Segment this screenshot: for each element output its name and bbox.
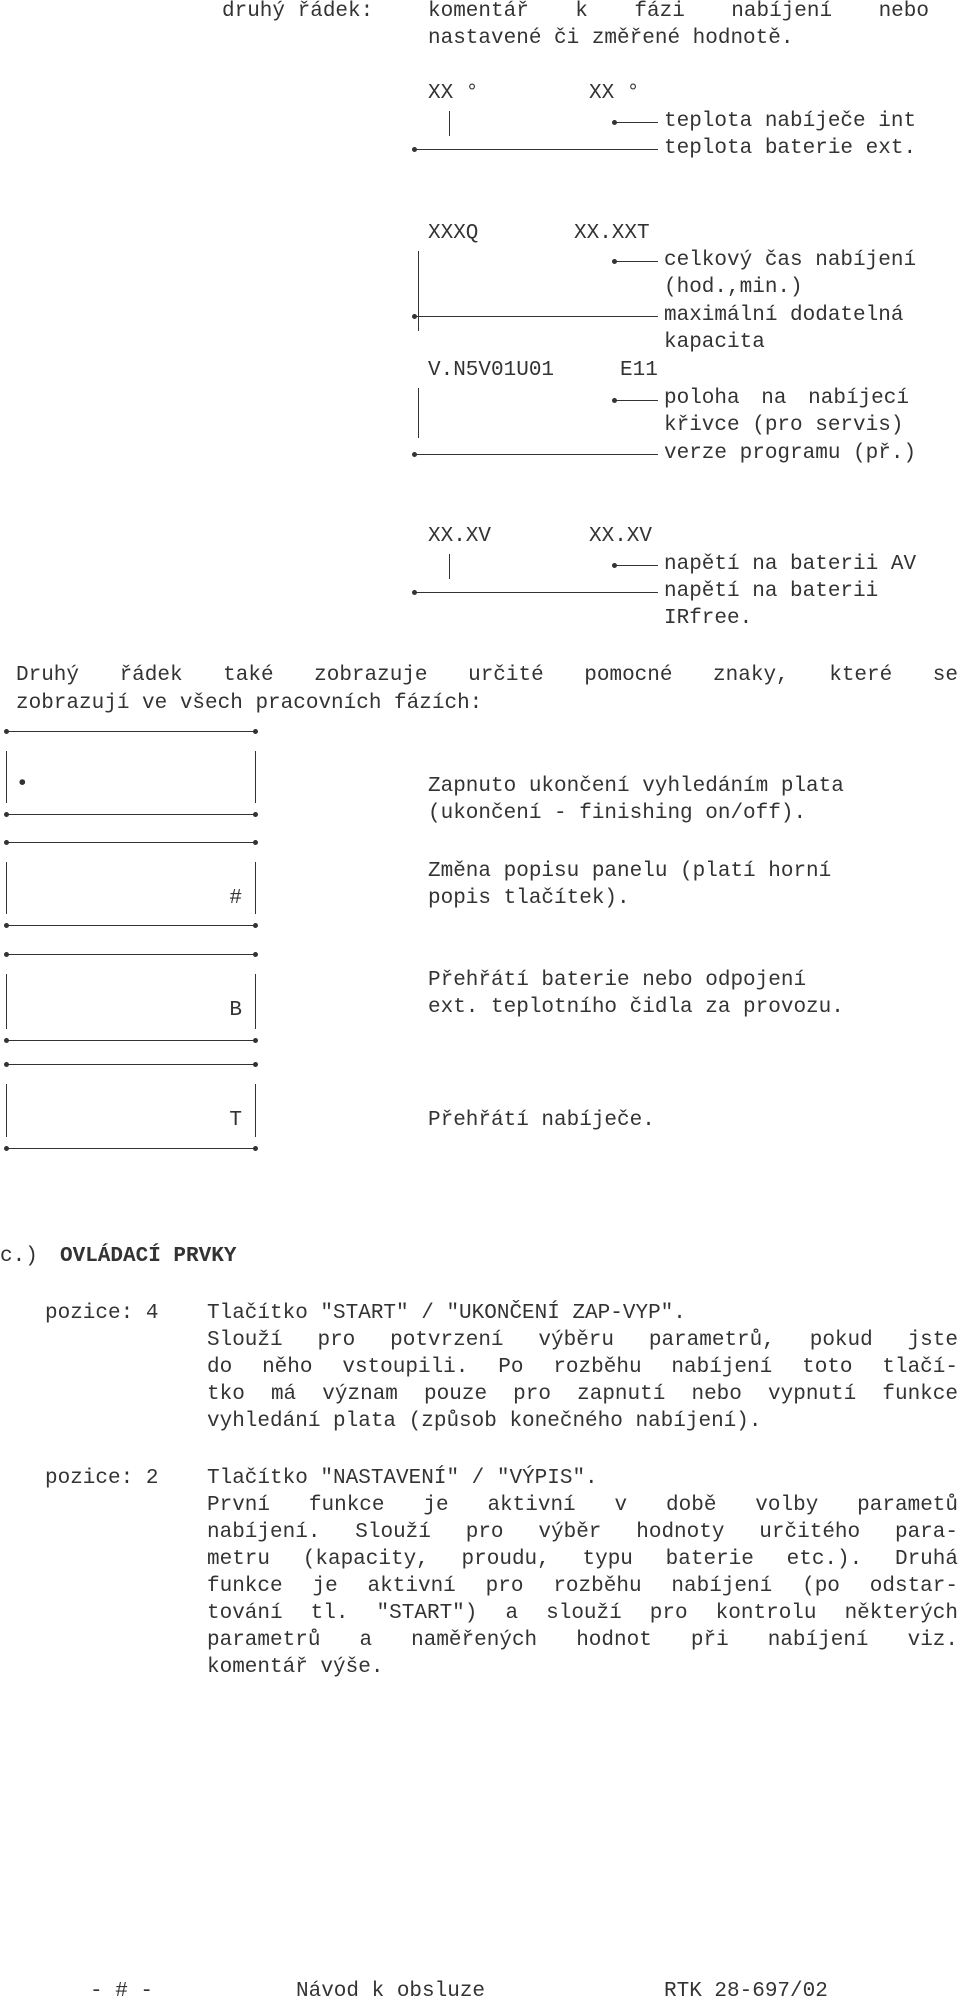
max-capacity-label: maximální dodatelná (664, 304, 904, 327)
position-2-line-2: První funkce je aktivní v době volby parametů (207, 1494, 958, 1517)
symbol-box-finishing (6, 731, 256, 815)
finishing-desc-2: (ukončení - finishing on/off). (428, 802, 807, 825)
temp-battery-label: teplota baterie ext. (664, 137, 917, 160)
comment-line-1: komentář k fázi nabíjení nebo (428, 0, 929, 23)
aux-intro-line-2: zobrazují ve všech pracovních fázích: (16, 692, 483, 715)
curve-position-label-2: křivce (pro servis) (664, 414, 904, 437)
max-capacity-label-2: kapacita (664, 331, 765, 354)
connector-line (416, 454, 658, 455)
symbol-finishing: • (16, 773, 29, 796)
temp-left-code: XX ° (428, 82, 479, 105)
temp-charger-label: teplota nabíječe int (664, 110, 917, 133)
symbol-hash: # (229, 887, 242, 910)
symbol-t: T (229, 1109, 242, 1132)
symbol-box-b (6, 954, 256, 1041)
charger-overheat-desc: Přehřátí nabíječe. (428, 1109, 655, 1132)
hash-desc-2: popis tlačítek). (428, 887, 630, 910)
position-2-line-7: parametrů a naměřených hodnot při nabíjení viz. (207, 1629, 958, 1652)
connector-line (616, 400, 658, 401)
program-version-label: verze programu (př.) (664, 442, 917, 465)
connector-line (616, 261, 658, 262)
comment-line-2: nastavené či změřené hodnotě. (428, 27, 794, 50)
connector-line (418, 251, 419, 331)
battery-overheat-desc-2: ext. teplotního čidla za provozu. (428, 996, 844, 1019)
connector-line (418, 388, 419, 438)
voltage-left-code: XX.XV (428, 525, 492, 548)
voltage-right-code: XX.XV (589, 525, 653, 548)
section-prefix: c.) (0, 1245, 38, 1268)
total-time-label: celkový čas nabíjení (664, 249, 917, 272)
voltage-irfree-label-2: IRfree. (664, 607, 753, 630)
symbol-b: B (229, 999, 242, 1022)
row-label: druhý řádek: (222, 0, 374, 23)
position-2-label: pozice: 2 (45, 1467, 159, 1490)
version-right-code: E11 (620, 359, 658, 382)
total-time-unit: (hod.,min.) (664, 276, 803, 299)
connector-line (416, 316, 658, 317)
footer-page-number: - # - (90, 1980, 154, 2003)
curve-position-label: poloha na nabíjecí (664, 387, 909, 410)
position-4-label: pozice: 4 (45, 1302, 159, 1325)
position-4-line-2: Slouží pro potvrzení výběru parametrů, pokud jste (207, 1329, 958, 1352)
position-2-line-4: metru (kapacity, proudu, typu baterie etc.). Druhá (207, 1548, 958, 1571)
section-heading: OVLÁDACÍ PRVKY (60, 1245, 237, 1268)
connector-line (616, 122, 658, 123)
voltage-av-label: napětí na baterii AV (664, 553, 917, 576)
hash-desc-1: Změna popisu panelu (platí horní (428, 860, 832, 883)
version-left-code: V.N5V01U01 (428, 359, 555, 382)
position-4-line-4: tko má význam pouze pro zapnutí nebo vypnutí funkce (207, 1383, 958, 1406)
footer-title: Návod k obsluze (296, 1980, 486, 2003)
finishing-desc-1: Zapnuto ukončení vyhledáním plata (428, 775, 844, 798)
connector-line (416, 592, 658, 593)
voltage-irfree-label: napětí na baterii (664, 580, 879, 603)
connector-line (416, 149, 658, 150)
position-2-line-8: komentář výše. (207, 1656, 384, 1679)
battery-overheat-desc-1: Přehřátí baterie nebo odpojení (428, 969, 807, 992)
connector-line (449, 111, 450, 136)
time-right-code: XX.XXT (574, 222, 650, 245)
symbol-box-t (6, 1064, 256, 1149)
position-4-line-1: Tlačítko "START" / "UKONČENÍ ZAP-VYP". (207, 1302, 686, 1325)
position-2-line-1: Tlačítko "NASTAVENÍ" / "VÝPIS". (207, 1467, 598, 1490)
position-4-line-5: vyhledání plata (způsob konečného nabíjení). (207, 1410, 762, 1433)
symbol-box-hash (6, 842, 256, 926)
position-2-line-6: tování tl. "START") a slouží pro kontrolu některých (207, 1602, 958, 1625)
time-left-code: XXXQ (428, 222, 479, 245)
footer-doc-code: RTK 28-697/02 (664, 1980, 828, 2003)
aux-intro-line-1: Druhý řádek také zobrazuje určité pomocné znaky, které se (16, 664, 958, 687)
connector-line (449, 554, 450, 579)
position-4-line-3: do něho vstoupili. Po rozběhu nabíjení toto tlačí- (207, 1356, 958, 1379)
position-2-line-3: nabíjení. Slouží pro výběr hodnoty určitého para- (207, 1521, 958, 1544)
connector-line (616, 565, 658, 566)
position-2-line-5: funkce je aktivní pro rozběhu nabíjení (po odstar- (207, 1575, 958, 1598)
temp-right-code: XX ° (589, 82, 640, 105)
